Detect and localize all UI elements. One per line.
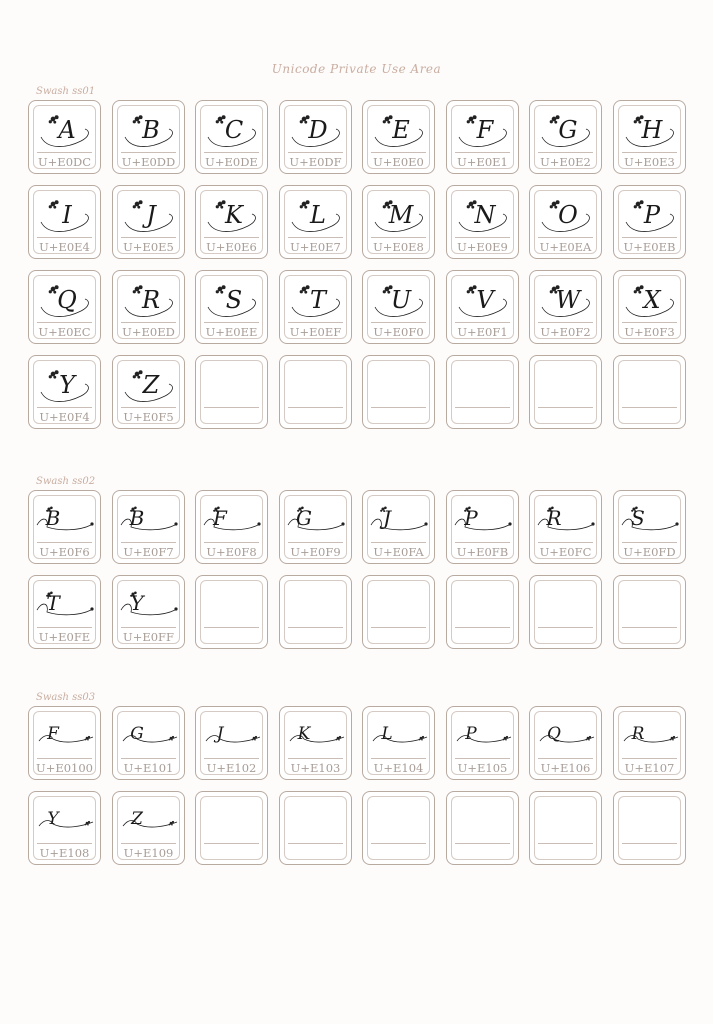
cell-divider	[371, 152, 426, 153]
empty-glyph-cell	[195, 575, 268, 649]
glyph-cell	[28, 706, 101, 780]
codepoint-label: U+E103	[290, 761, 341, 775]
codepoint-label: U+E0F3	[624, 325, 675, 339]
swash-glyph	[530, 495, 603, 541]
glyph-letter: J	[146, 201, 156, 229]
swash-glyph	[530, 190, 603, 236]
cell-divider	[121, 322, 176, 323]
cell-divider	[538, 407, 593, 408]
cell-divider	[622, 758, 677, 759]
glyph-letter: P	[465, 724, 477, 744]
glyph-letter: J	[382, 506, 392, 530]
glyph-letter: B	[142, 116, 160, 144]
page-title: Unicode Private Use Area	[271, 62, 442, 76]
codepoint-label: U+E0F9	[290, 545, 341, 559]
codepoint-label: U+E0DE	[205, 155, 258, 169]
cell-divider	[37, 407, 92, 408]
glyph-cell	[362, 270, 435, 344]
glyph-cell	[529, 706, 602, 780]
codepoint-label: U+E0DD	[121, 155, 176, 169]
glyph-cell	[28, 791, 101, 865]
glyph-cell	[195, 185, 268, 259]
codepoint-label: U+E0E8	[373, 240, 424, 254]
glyph-cell	[529, 270, 602, 344]
glyph-cell	[279, 706, 352, 780]
cell-divider	[288, 843, 343, 844]
cell-inner-frame	[534, 360, 597, 424]
cell-divider	[37, 843, 92, 844]
section-label: Swash ss01	[36, 86, 96, 97]
glyph-cell	[28, 575, 101, 649]
glyph-letter: M	[388, 201, 414, 229]
codepoint-label: U+E0F1	[457, 325, 508, 339]
glyph-cell	[446, 100, 519, 174]
glyph-cell	[112, 270, 185, 344]
cell-divider	[371, 758, 426, 759]
cell-inner-frame	[284, 796, 347, 860]
cell-divider	[622, 542, 677, 543]
swash-glyph	[29, 105, 102, 151]
glyph-cell	[112, 355, 185, 429]
glyph-letter: B	[45, 506, 61, 530]
glyph-cell	[279, 100, 352, 174]
empty-glyph-cell	[613, 355, 686, 429]
codepoint-label: U+E0E3	[624, 155, 675, 169]
cell-divider	[121, 152, 176, 153]
glyph-cell	[28, 100, 101, 174]
cell-inner-frame	[534, 580, 597, 644]
glyph-cell	[529, 185, 602, 259]
codepoint-label: U+E0E0	[373, 155, 424, 169]
swash-glyph	[447, 711, 520, 757]
glyph-cell	[112, 100, 185, 174]
swash-glyph	[363, 711, 436, 757]
cell-inner-frame	[534, 796, 597, 860]
glyph-letter: E	[392, 116, 410, 144]
codepoint-label: U+E0E1	[457, 155, 508, 169]
cell-divider	[538, 322, 593, 323]
glyph-letter: R	[141, 286, 161, 314]
glyph-cell	[279, 490, 352, 564]
codepoint-label: U+E108	[39, 846, 90, 860]
glyph-letter: T	[309, 286, 327, 314]
glyph-cell	[446, 706, 519, 780]
cell-divider	[37, 152, 92, 153]
glyph-letter: D	[308, 116, 328, 144]
swash-glyph	[113, 360, 186, 406]
cell-inner-frame	[618, 796, 681, 860]
cell-divider	[37, 542, 92, 543]
swash-glyph	[29, 580, 102, 626]
glyph-cell	[112, 490, 185, 564]
codepoint-label: U+E0E5	[123, 240, 174, 254]
empty-glyph-cell	[195, 355, 268, 429]
codepoint-label: U+E106	[540, 761, 591, 775]
cell-inner-frame	[367, 796, 430, 860]
glyph-letter: F	[213, 506, 227, 530]
empty-glyph-cell	[362, 791, 435, 865]
codepoint-label: U+E0FB	[456, 545, 509, 559]
codepoint-label: U+E0EF	[289, 325, 342, 339]
cell-divider	[204, 542, 259, 543]
swash-glyph	[29, 275, 102, 321]
cell-divider	[371, 627, 426, 628]
glyph-cell	[195, 490, 268, 564]
cell-divider	[204, 152, 259, 153]
codepoint-label: U+E0F6	[39, 545, 90, 559]
swash-glyph	[363, 275, 436, 321]
swash-glyph	[280, 275, 353, 321]
empty-glyph-cell	[362, 355, 435, 429]
empty-glyph-cell	[279, 791, 352, 865]
glyph-letter: R	[546, 506, 562, 530]
glyph-cell	[362, 706, 435, 780]
cell-divider	[455, 237, 510, 238]
codepoint-label: U+E0E2	[540, 155, 591, 169]
glyph-letter: W	[555, 286, 581, 314]
glyph-letter: X	[643, 286, 661, 314]
codepoint-label: U+E0FE	[38, 630, 91, 644]
swash-glyph	[196, 275, 269, 321]
glyph-cell	[195, 270, 268, 344]
cell-divider	[121, 542, 176, 543]
cell-divider	[538, 542, 593, 543]
codepoint-label: U+E0FD	[623, 545, 676, 559]
glyph-letter: P	[464, 506, 478, 530]
codepoint-label: U+E0EA	[539, 240, 592, 254]
cell-divider	[121, 843, 176, 844]
swash-glyph	[29, 796, 102, 842]
codepoint-label: U+E0FF	[123, 630, 174, 644]
swash-glyph	[614, 495, 687, 541]
glyph-cell	[613, 185, 686, 259]
swash-glyph	[447, 275, 520, 321]
glyph-cell	[112, 791, 185, 865]
section-label: Swash ss03	[36, 692, 96, 703]
glyph-cell	[362, 100, 435, 174]
cell-divider	[622, 237, 677, 238]
codepoint-label: U+E0E4	[39, 240, 90, 254]
swash-glyph	[113, 796, 186, 842]
swash-glyph	[363, 190, 436, 236]
glyph-cell	[28, 355, 101, 429]
glyph-cell	[279, 270, 352, 344]
cell-divider	[288, 627, 343, 628]
swash-glyph	[29, 711, 102, 757]
cell-divider	[37, 322, 92, 323]
empty-glyph-cell	[446, 355, 519, 429]
cell-divider	[455, 152, 510, 153]
glyph-cell	[613, 706, 686, 780]
cell-divider	[37, 237, 92, 238]
empty-glyph-cell	[362, 575, 435, 649]
swash-glyph	[113, 275, 186, 321]
swash-glyph	[196, 495, 269, 541]
codepoint-label: U+E0DC	[37, 155, 92, 169]
cell-divider	[371, 237, 426, 238]
cell-inner-frame	[618, 360, 681, 424]
cell-divider	[37, 627, 92, 628]
cell-divider	[622, 322, 677, 323]
glyph-cell	[446, 270, 519, 344]
empty-glyph-cell	[529, 355, 602, 429]
codepoint-label: U+E109	[123, 846, 174, 860]
empty-glyph-cell	[529, 791, 602, 865]
swash-glyph	[196, 190, 269, 236]
cell-divider	[121, 407, 176, 408]
glyph-cell	[28, 270, 101, 344]
codepoint-label: U+E104	[373, 761, 424, 775]
empty-glyph-cell	[529, 575, 602, 649]
swash-glyph	[363, 105, 436, 151]
glyph-cell	[195, 100, 268, 174]
swash-glyph	[447, 495, 520, 541]
swash-glyph	[113, 580, 186, 626]
swash-glyph	[280, 711, 353, 757]
glyph-cell	[529, 490, 602, 564]
cell-inner-frame	[451, 580, 514, 644]
swash-glyph	[614, 711, 687, 757]
cell-divider	[371, 542, 426, 543]
glyph-letter: L	[381, 724, 393, 744]
codepoint-label: U+E0E6	[206, 240, 257, 254]
cell-divider	[121, 627, 176, 628]
glyph-cell	[446, 185, 519, 259]
codepoint-label: U+E0FA	[373, 545, 424, 559]
glyph-cell	[28, 490, 101, 564]
glyph-letter: G	[296, 506, 312, 530]
glyph-cell	[112, 185, 185, 259]
swash-glyph	[196, 105, 269, 151]
codepoint-label: U+E0E9	[457, 240, 508, 254]
codepoint-label: U+E0DF	[289, 155, 342, 169]
swash-glyph	[113, 495, 186, 541]
glyph-letter: R	[631, 724, 645, 744]
swash-glyph	[196, 711, 269, 757]
cell-divider	[538, 237, 593, 238]
cell-divider	[288, 407, 343, 408]
codepoint-label: U+E0ED	[122, 325, 175, 339]
glyph-cell	[446, 490, 519, 564]
glyph-letter: L	[310, 201, 326, 229]
codepoint-label: U+E0F2	[540, 325, 591, 339]
swash-glyph	[280, 495, 353, 541]
swash-glyph	[447, 190, 520, 236]
glyph-letter: Y	[130, 591, 144, 615]
glyph-cell	[112, 575, 185, 649]
cell-divider	[288, 237, 343, 238]
glyph-letter: S	[225, 286, 243, 314]
glyph-letter: F	[47, 724, 59, 744]
cell-divider	[538, 758, 593, 759]
cell-inner-frame	[284, 360, 347, 424]
glyph-letter: F	[476, 116, 494, 144]
glyph-letter: H	[641, 116, 663, 144]
swash-glyph	[113, 105, 186, 151]
cell-divider	[204, 758, 259, 759]
codepoint-label: U+E105	[457, 761, 508, 775]
codepoint-label: U+E0FC	[539, 545, 592, 559]
empty-glyph-cell	[446, 791, 519, 865]
glyph-letter: Z	[131, 809, 143, 829]
cell-inner-frame	[618, 580, 681, 644]
codepoint-label: U+E0100	[36, 761, 93, 775]
cell-divider	[622, 407, 677, 408]
cell-divider	[622, 843, 677, 844]
codepoint-label: U+E107	[624, 761, 675, 775]
glyph-letter: I	[62, 201, 72, 229]
glyph-letter: B	[129, 506, 145, 530]
cell-divider	[204, 237, 259, 238]
cell-divider	[455, 322, 510, 323]
swash-glyph	[530, 711, 603, 757]
swash-glyph	[614, 275, 687, 321]
codepoint-label: U+E0EC	[38, 325, 91, 339]
cell-divider	[455, 627, 510, 628]
glyph-letter: Z	[142, 371, 160, 399]
glyph-cell	[279, 185, 352, 259]
cell-divider	[121, 758, 176, 759]
cell-inner-frame	[451, 796, 514, 860]
glyph-letter: P	[643, 201, 661, 229]
cell-divider	[371, 843, 426, 844]
glyph-letter: V	[476, 286, 494, 314]
glyph-cell	[529, 100, 602, 174]
cell-divider	[538, 152, 593, 153]
cell-divider	[455, 758, 510, 759]
swash-glyph	[614, 105, 687, 151]
glyph-letter: Y	[59, 371, 75, 399]
cell-divider	[371, 322, 426, 323]
glyph-cell	[28, 185, 101, 259]
codepoint-label: U+E0F8	[206, 545, 257, 559]
glyph-cell	[112, 706, 185, 780]
codepoint-label: U+E0EB	[623, 240, 676, 254]
glyph-cell	[613, 490, 686, 564]
glyph-letter: K	[297, 724, 311, 744]
glyph-cell	[195, 706, 268, 780]
glyph-letter: Q	[57, 286, 77, 314]
empty-glyph-cell	[613, 791, 686, 865]
swash-glyph	[530, 105, 603, 151]
cell-divider	[204, 322, 259, 323]
cell-divider	[204, 627, 259, 628]
glyph-letter: O	[558, 201, 578, 229]
cell-inner-frame	[367, 360, 430, 424]
empty-glyph-cell	[279, 355, 352, 429]
cell-inner-frame	[367, 580, 430, 644]
codepoint-label: U+E0F5	[123, 410, 174, 424]
cell-inner-frame	[451, 360, 514, 424]
swash-glyph	[614, 190, 687, 236]
cell-divider	[204, 843, 259, 844]
glyph-letter: J	[216, 724, 224, 744]
swash-glyph	[29, 190, 102, 236]
codepoint-label: U+E0E7	[290, 240, 341, 254]
section-label: Swash ss02	[36, 476, 96, 487]
glyph-letter: Q	[547, 724, 561, 744]
empty-glyph-cell	[613, 575, 686, 649]
swash-glyph	[363, 495, 436, 541]
swash-glyph	[113, 190, 186, 236]
cell-divider	[538, 627, 593, 628]
cell-divider	[204, 407, 259, 408]
cell-divider	[622, 152, 677, 153]
glyph-letter: K	[225, 201, 243, 229]
glyph-letter: N	[474, 201, 496, 229]
cell-divider	[455, 843, 510, 844]
empty-glyph-cell	[195, 791, 268, 865]
cell-divider	[371, 407, 426, 408]
cell-inner-frame	[200, 360, 263, 424]
codepoint-label: U+E101	[123, 761, 174, 775]
glyph-letter: U	[390, 286, 412, 314]
cell-divider	[622, 627, 677, 628]
glyph-letter: G	[130, 724, 144, 744]
glyph-letter: A	[58, 116, 76, 144]
codepoint-label: U+E0F7	[123, 545, 174, 559]
glyph-letter: C	[224, 116, 244, 144]
cell-divider	[455, 542, 510, 543]
cell-divider	[288, 758, 343, 759]
cell-divider	[288, 542, 343, 543]
swash-glyph	[113, 711, 186, 757]
glyph-cell	[613, 100, 686, 174]
cell-divider	[121, 237, 176, 238]
swash-glyph	[447, 105, 520, 151]
glyph-letter: G	[558, 116, 578, 144]
swash-glyph	[29, 495, 102, 541]
glyph-letter: T	[46, 591, 60, 615]
codepoint-label: U+E0F0	[373, 325, 424, 339]
cell-inner-frame	[200, 796, 263, 860]
cell-divider	[538, 843, 593, 844]
swash-glyph	[280, 190, 353, 236]
cell-divider	[288, 152, 343, 153]
glyph-letter: Y	[47, 809, 59, 829]
swash-glyph	[530, 275, 603, 321]
empty-glyph-cell	[446, 575, 519, 649]
codepoint-label: U+E0F4	[39, 410, 90, 424]
cell-divider	[288, 322, 343, 323]
codepoint-label: U+E102	[206, 761, 257, 775]
cell-inner-frame	[284, 580, 347, 644]
cell-divider	[37, 758, 92, 759]
swash-glyph	[280, 105, 353, 151]
glyph-cell	[362, 185, 435, 259]
cell-divider	[455, 407, 510, 408]
codepoint-label: U+E0EE	[205, 325, 258, 339]
glyph-cell	[362, 490, 435, 564]
glyph-cell	[613, 270, 686, 344]
empty-glyph-cell	[279, 575, 352, 649]
glyph-letter: S	[631, 506, 645, 530]
swash-glyph	[29, 360, 102, 406]
cell-inner-frame	[200, 580, 263, 644]
